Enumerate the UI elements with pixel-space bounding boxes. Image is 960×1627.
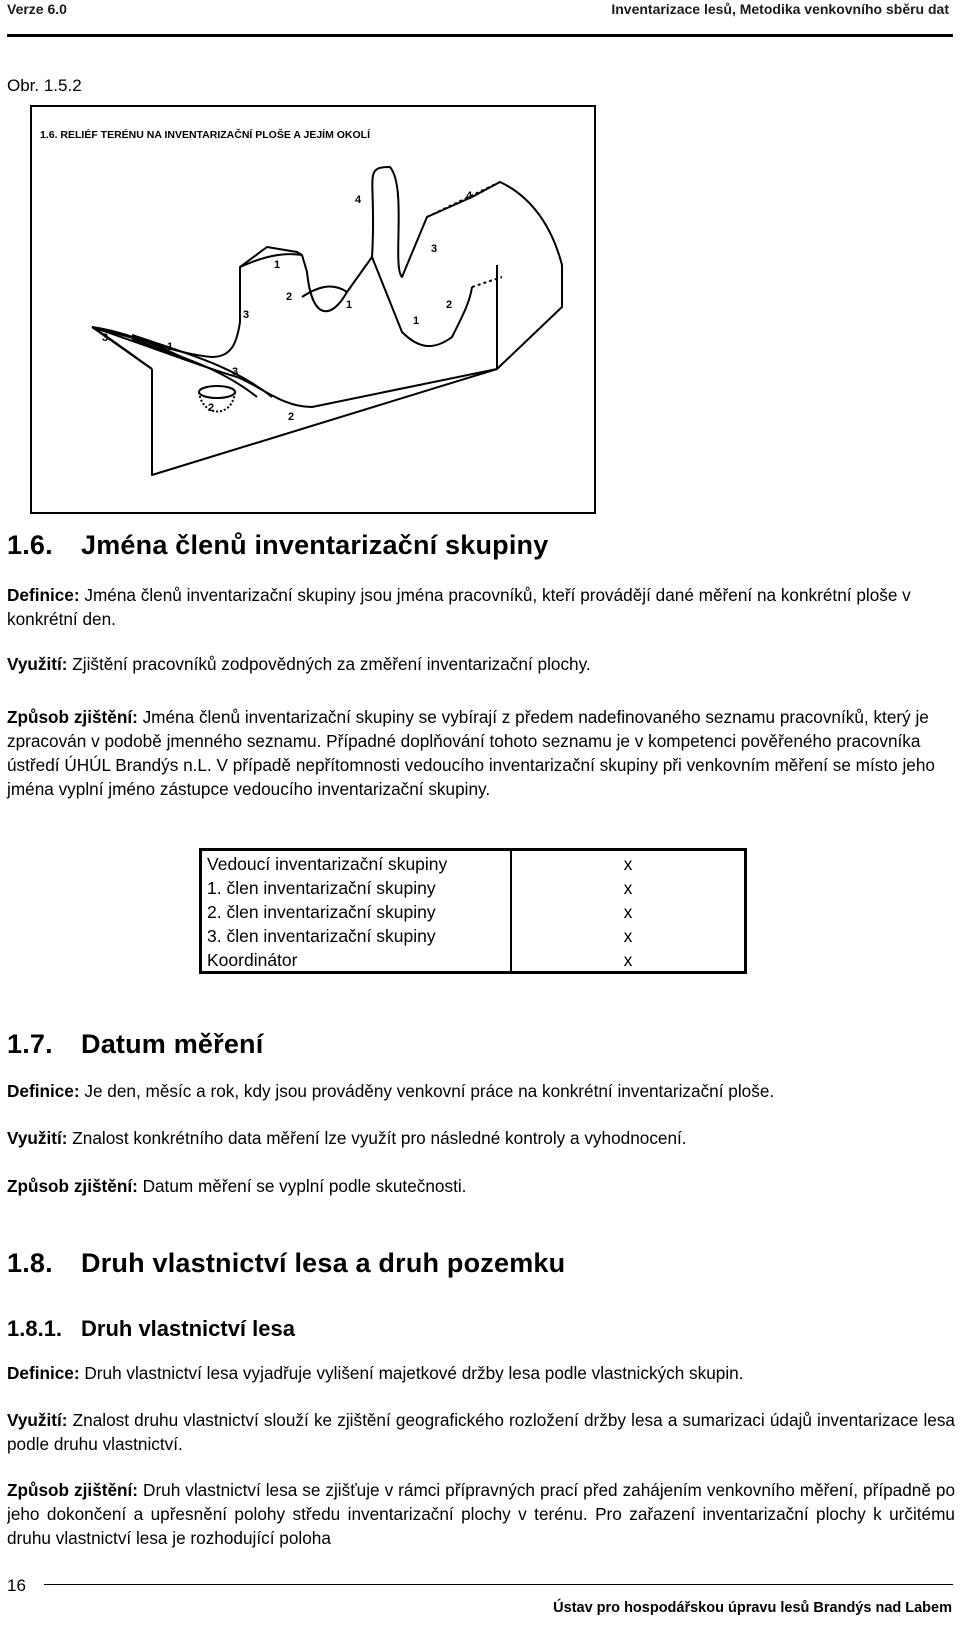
section-title: Datum měření: [81, 1029, 264, 1059]
section-heading: [7, 530, 548, 561]
terrain-marker: 2: [288, 411, 295, 423]
usage-text: Zjištění pracovníků zodpovědných za změření inventarizační plochy.: [67, 654, 591, 674]
terrain-marker: 3: [232, 366, 239, 378]
terrain-marker: 2: [208, 402, 215, 414]
definition-paragraph: [7, 1361, 955, 1385]
method-label: Způsob zjištění:: [7, 1176, 138, 1196]
table-row: [201, 850, 746, 876]
terrain-marker: 1: [167, 341, 174, 353]
page-header: [7, 0, 953, 28]
role-cell: 1. člen inventarizační skupiny: [201, 875, 512, 899]
usage-text: Znalost konkrétního data měření lze využít pro následné kontroly a vyhodnocení.: [67, 1128, 687, 1148]
section-heading: [7, 1029, 263, 1060]
usage-paragraph: [7, 1408, 955, 1456]
terrain-marker: 2: [446, 299, 453, 311]
version-label: Verze 6.0: [7, 1, 67, 17]
definition-label: Definice:: [7, 1081, 80, 1101]
definition-paragraph: [7, 1079, 955, 1103]
value-cell: x: [623, 877, 633, 898]
subsection-title: Druh vlastnictví lesa: [81, 1316, 295, 1341]
terrain-marker: 3: [243, 309, 250, 321]
method-label: Způsob zjištění:: [7, 707, 138, 727]
method-label: Způsob zjištění:: [7, 1480, 139, 1500]
usage-paragraph: [7, 652, 955, 676]
role-cell: 3. člen inventarizační skupiny: [201, 923, 512, 947]
definition-label: Definice:: [7, 1363, 80, 1383]
definition-label: Definice:: [7, 585, 80, 605]
value-cell: x: [623, 925, 633, 946]
role-cell: 2. člen inventarizační skupiny: [201, 899, 512, 923]
usage-text: Znalost druhu vlastnictví slouží ke zjištění geografického rozložení držby lesa a sumarizaci údajů inventarizace lesa podle druhu vlastnictví.: [7, 1410, 955, 1454]
role-cell: Vedoucí inventarizační skupiny: [201, 850, 512, 876]
section-heading: [7, 1248, 565, 1279]
value-cell: x: [623, 901, 633, 922]
definition-paragraph: [7, 583, 955, 631]
terrain-figure: [30, 105, 596, 514]
terrain-marker: 4: [355, 194, 362, 206]
terrain-marker: 3: [102, 332, 109, 344]
section-number: 1.6.: [7, 530, 53, 560]
table-row: [201, 875, 746, 899]
terrain-marker: 1: [346, 299, 353, 311]
section-number: 1.8.: [7, 1248, 53, 1278]
terrain-marker: 3: [431, 243, 438, 255]
institution-name: Ústav pro hospodářskou úpravu lesů Brandýs nad Labem: [553, 1600, 952, 1616]
section-title: Jména členů inventarizační skupiny: [81, 530, 549, 560]
terrain-marker: 1: [413, 315, 420, 327]
section-title: Druh vlastnictví lesa a druh pozemku: [81, 1248, 566, 1278]
usage-label: Využití:: [7, 1410, 68, 1430]
definition-text: Jména členů inventarizační skupiny jsou jména pracovníků, kteří provádějí dané měření na konkrétní ploše v konkrétní den.: [7, 585, 911, 629]
role-cell: Koordinátor: [201, 947, 512, 973]
method-text: Druh vlastnictví lesa se zjišťuje v rámci přípravných prací před zahájením venkovního měření, případně po jeho dokončení a upřesnění polohy středu inventarizační plochy v terénu. Pro zařazení inventarizační plochy k určitému druhu vlastnictví lesa je rozhodující poloha: [7, 1480, 955, 1548]
usage-label: Využití:: [7, 654, 68, 674]
usage-paragraph: [7, 1126, 955, 1150]
definition-text: Je den, měsíc a rok, kdy jsou prováděny venkovní práce na konkrétní inventarizační ploše.: [79, 1081, 775, 1101]
header-rule: [7, 34, 953, 37]
method-text: Datum měření se vyplní podle skutečnosti.: [137, 1176, 467, 1196]
section-number: 1.7.: [7, 1029, 53, 1059]
terrain-marker: 2: [286, 291, 293, 303]
terrain-relief-illustration: [32, 107, 594, 512]
document-title: Inventarizace lesů, Metodika venkovního sběru dat: [611, 1, 949, 17]
value-cell: x: [623, 853, 633, 874]
method-paragraph: [7, 1174, 955, 1198]
terrain-marker: 1: [274, 259, 281, 271]
figure-label: Obr. 1.5.2: [7, 76, 82, 95]
method-text: Jména členů inventarizační skupiny se vybírají z předem nadefinovaného seznamu pracovníků, který je zpracován v podobě jmenného seznamu. Případné doplňování tohoto seznamu je v kompetenci pověřeného pracovníka ústředí ÚHÚL Brandýs n.L. V případě nepřítomnosti vedoucího inventarizační skupiny při venkovním měření se místo jeho jména vyplní jméno zástupce vedoucího inventarizační skupiny.: [7, 707, 935, 799]
table-row: [201, 947, 746, 973]
definition-text: Druh vlastnictví lesa vyjadřuje vylišení majetkové držby lesa podle vlastnických skupin.: [79, 1363, 744, 1383]
table-row: [201, 923, 746, 947]
terrain-marker: 4: [466, 190, 473, 202]
figure-caption: 1.6. RELIÉF TERÉNU NA INVENTARIZAČNÍ PLOŠE A JEJÍM OKOLÍ: [40, 129, 371, 141]
usage-label: Využití:: [7, 1128, 68, 1148]
method-paragraph: [7, 705, 955, 801]
team-members-table: [199, 848, 747, 974]
footer-rule: [44, 1584, 953, 1585]
subsection-heading: [7, 1316, 295, 1342]
method-paragraph: [7, 1478, 955, 1550]
subsection-number: 1.8.1.: [7, 1316, 63, 1341]
table-row: [201, 899, 746, 923]
value-cell: x: [623, 949, 633, 970]
page-number: 16: [7, 1576, 26, 1595]
